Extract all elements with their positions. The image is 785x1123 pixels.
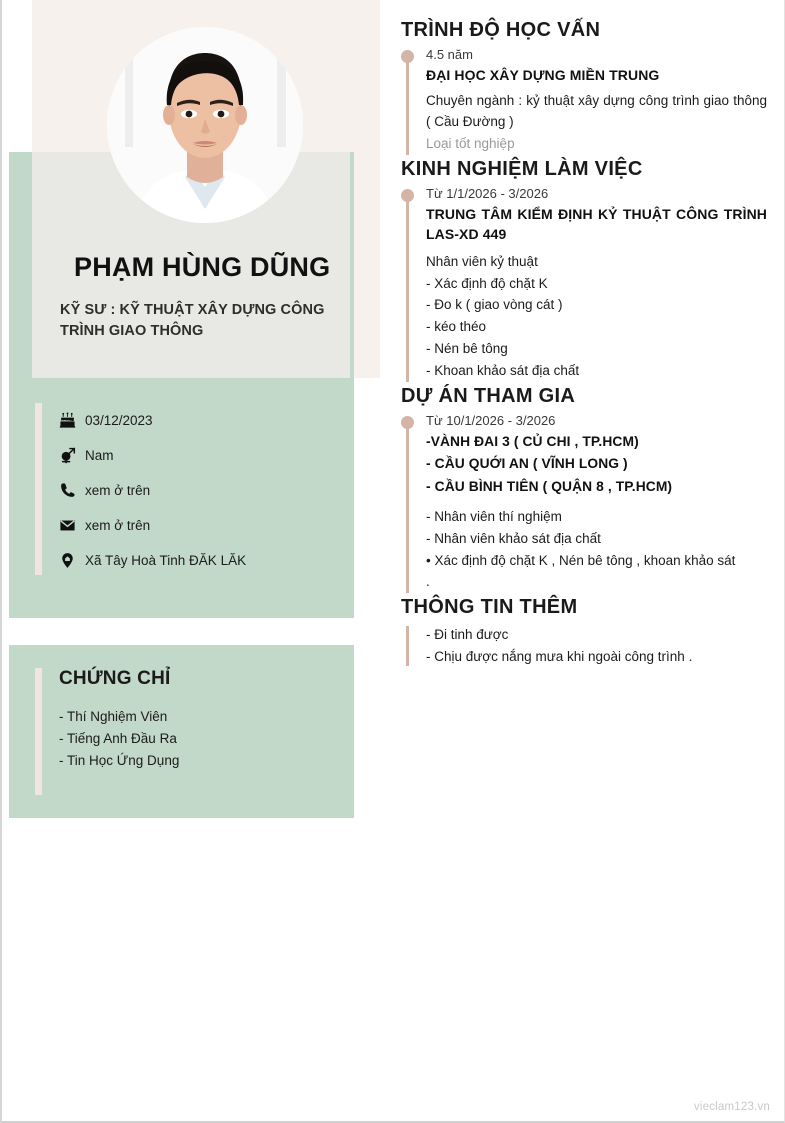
certificate-item: - Tiếng Anh Đầu Ra [59, 730, 177, 746]
timeline-line [406, 194, 409, 382]
project-name: -VÀNH ĐAI 3 ( CỦ CHI , TP.HCM) [426, 433, 639, 449]
experience-role: Nhân viên kỷ thuật [426, 253, 538, 269]
contact-accent-bar [35, 403, 42, 575]
location-pin-icon [59, 552, 85, 569]
birthday-cake-icon [59, 412, 85, 429]
project-detail: - Nhân viên khảo sát địa chất [426, 530, 601, 546]
section-education [401, 18, 767, 155]
contact-block [35, 403, 335, 578]
experience-task: - Khoan khảo sát địa chất [426, 362, 580, 378]
contact-value-address: Xã Tây Hoà Tinh ĐĂK LĂK [85, 553, 247, 568]
certificates-block [35, 668, 335, 772]
experience-company: TRUNG TÂM KIỂM ĐỊNH KỶ THUẬT CÔNG TRÌNH LAS-XD 449 [426, 206, 767, 243]
certificate-item: - Tin Học Ứng Dụng [59, 752, 180, 768]
projects-date: Từ 10/1/2026 - 3/2026 [426, 412, 556, 428]
additional-info-title: THÔNG TIN THÊM [401, 596, 578, 619]
experience-task: - kéo théo [426, 319, 487, 335]
additional-info-item: - Chịu được nắng mưa khi ngoài công trình . [426, 649, 693, 665]
contact-value-email: xem ở trên [85, 518, 151, 533]
phone-icon [59, 482, 85, 499]
contact-row-address [59, 543, 335, 578]
additional-info-body [401, 624, 767, 668]
timeline-line [406, 55, 409, 155]
contact-value-gender: Nam [85, 448, 114, 463]
contact-row-birthday [59, 403, 335, 438]
experience-task: - Nén bê tông [426, 341, 508, 357]
certificates-title: CHỨNG CHỈ [59, 668, 171, 689]
education-major: Chuyên ngành : kỷ thuật xây dựng công trình giao thông ( Cầu Đường ) [426, 93, 767, 130]
right-column [401, 18, 767, 670]
education-timeline [401, 47, 767, 155]
experience-timeline [401, 186, 767, 382]
certificates-accent-bar [35, 668, 42, 795]
gender-icon [59, 447, 85, 464]
contact-row-phone [59, 473, 335, 508]
contact-value-phone: xem ở trên [85, 483, 151, 498]
project-detail: • Xác định độ chặt K , Nén bê tông , khoan khảo sát [426, 552, 736, 568]
education-grade-label: Loại tốt nghiệp [426, 136, 515, 152]
candidate-job-title: KỸ SƯ : KỸ THUẬT XÂY DỰNG CÔNG TRÌNH GIAO THÔNG [60, 302, 325, 340]
experience-title: KINH NGHIỆM LÀM VIỆC [401, 158, 643, 181]
project-name: - CẦU BÌNH TIÊN ( QUẬN 8 , TP.HCM) [426, 478, 673, 494]
experience-task: - Đo k ( giao vòng cát ) [426, 297, 563, 313]
project-detail: - Nhân viên thí nghiệm [426, 508, 562, 524]
timeline-line [406, 421, 409, 593]
contact-row-email [59, 508, 335, 543]
projects-title: DỰ ÁN THAM GIA [401, 384, 576, 407]
section-projects [401, 384, 767, 593]
education-title: TRÌNH ĐỘ HỌC VẤN [401, 19, 601, 41]
experience-date: Từ 1/1/2026 - 3/2026 [426, 186, 549, 202]
contact-row-gender [59, 438, 335, 473]
projects-timeline [401, 413, 767, 593]
footer-watermark: vieclam123.vn [693, 1101, 770, 1113]
education-school: ĐẠI HỌC XÂY DỰNG MIỀN TRUNG [426, 67, 660, 83]
additional-info-item: - Đi tinh được [426, 627, 509, 643]
candidate-name: PHẠM HÙNG DŨNG [74, 252, 331, 282]
section-experience [401, 157, 767, 382]
profile-photo [107, 27, 303, 223]
project-name: - CẦU QUỚI AN ( VĨNH LONG ) [426, 456, 628, 472]
experience-task: - Xác định độ chặt K [426, 275, 548, 291]
contact-value-birthday: 03/12/2023 [85, 413, 153, 428]
certificate-item: - Thí Nghiệm Viên [59, 709, 168, 724]
education-duration: 4.5 năm [426, 47, 473, 62]
project-detail: . [426, 574, 430, 590]
section-additional-info [401, 595, 767, 668]
timeline-line [406, 626, 409, 666]
email-icon [59, 517, 85, 534]
